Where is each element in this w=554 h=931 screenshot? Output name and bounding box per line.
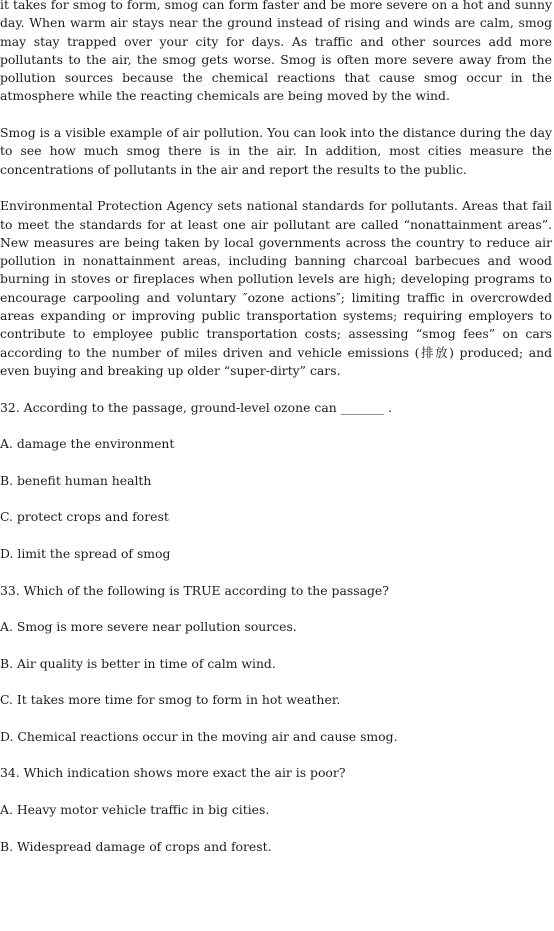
question-32 bbox=[0, 399, 554, 564]
question-stem: 33. Which of the following is TRUE according to the passage? bbox=[0, 582, 389, 598]
question-33 bbox=[0, 582, 554, 747]
answer-option-d: D. Chemical reactions occur in the moving air and cause smog. bbox=[0, 728, 398, 744]
question-34 bbox=[0, 764, 554, 855]
question-stem: 34. Which indication shows more exact the air is poor? bbox=[0, 765, 346, 781]
answer-option-d: D. limit the spread of smog bbox=[0, 545, 171, 561]
answer-option-c: C. It takes more time for smog to form in hot weather. bbox=[0, 692, 341, 708]
answer-option-b: B. Widespread damage of crops and forest. bbox=[0, 838, 272, 854]
answer-option-b: B. Air quality is better in time of calm wind. bbox=[0, 655, 276, 671]
answer-option-c: C. protect crops and forest bbox=[0, 509, 169, 525]
question-stem: 32. According to the passage, ground-level ozone can _______ . bbox=[0, 399, 392, 415]
answer-option-a: A. damage the environment bbox=[0, 436, 175, 452]
answer-option-b: B. benefit human health bbox=[0, 472, 152, 488]
passage-paragraph-2: Smog is a visible example of air pollution. You can look into the distance during the day to see how much smog there is in the air. In addition, most cities measure the concentrations of pollutants in the air and report the results to the public. bbox=[0, 125, 552, 177]
passage-paragraph-3: Environmental Protection Agency sets national standards for pollutants. Areas that fail to meet the standards for at least one air pollutant are called “nonattainment areas”. New measures are being taken by local governments across the country to reduce air pollution in nonattainment areas, including banning charcoal barbecues and wood burning in stoves or fireplaces when pollution levels are high; developing programs to encourage carpooling and voluntary ″ozone actions″; limiting traffic in overcrowded areas expanding or improving public transportation systems; requiring employers to contribute to employee public transportation costs; assessing “smog fees” on cars according to the number of miles driven and vehicle emissions (排放) produced; and even buying and breaking up older “super-dirty” cars. bbox=[0, 198, 552, 378]
answer-option-a: A. Smog is more severe near pollution sources. bbox=[0, 619, 297, 635]
answer-option-a: A. Heavy motor vehicle traffic in big cities. bbox=[0, 802, 270, 818]
passage-paragraph-1: it takes for smog to form, smog can form faster and be more severe on a hot and sunny day. When warm air stays near the ground instead of rising and winds are calm, smog may stay trapped over your city for days. As traffic and other sources add more pollutants to the air, the smog gets worse. Smog is often more severe away from the pollution sources because the chemical reactions that cause smog occur in the atmosphere while the reacting chemicals are being moved by the wind. bbox=[0, 0, 552, 104]
